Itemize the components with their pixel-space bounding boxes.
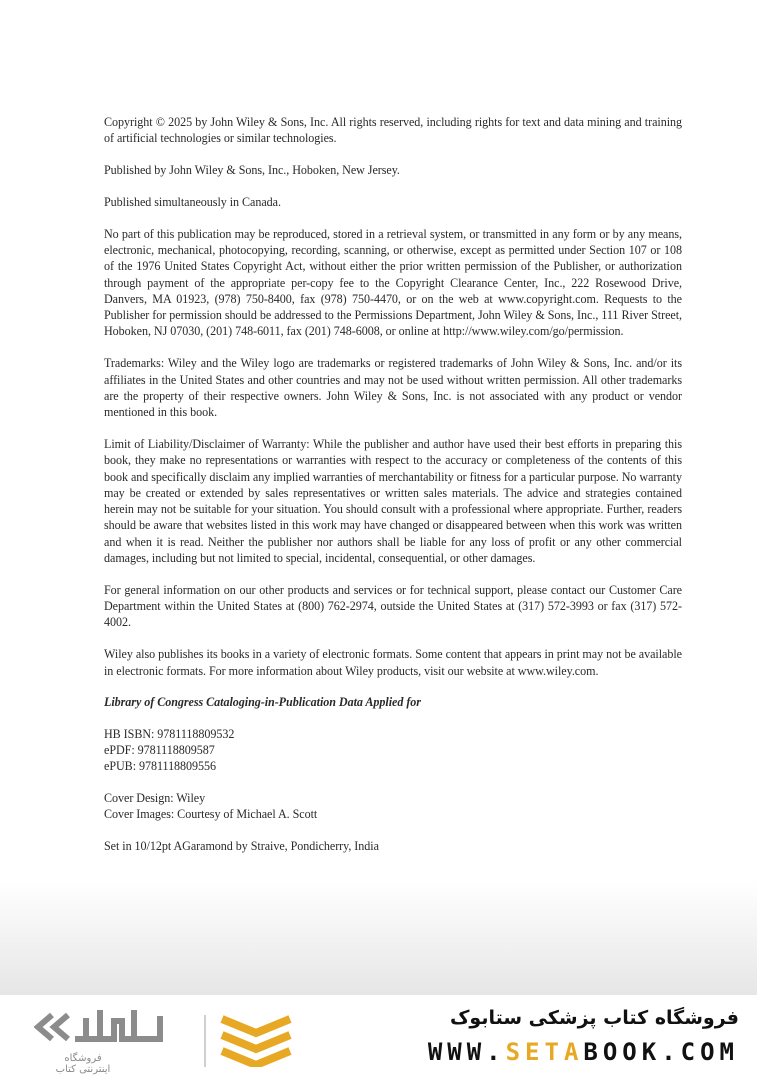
electronic-formats: Wiley also publishes its books in a variety of electronic formats. Some content that appears in print may not be available in electronic formats. For more information about Wiley products, visit our website at www.wiley.com.	[104, 647, 682, 678]
store-logo	[34, 1009, 299, 1075]
isbn-hb: HB ISBN: 9781118809532	[104, 726, 235, 741]
publisher-line: Published by John Wiley & Sons, Inc., Hoboken, New Jersey.	[104, 163, 400, 178]
reproduction-notice: No part of this publication may be reproduced, stored in a retrieval system, or transmitted in any form or by any means, electronic, mechanical, photocopying, recording, scanning, or otherwise, except as permitted under Section 107 or 108 of the 1976 United States Copyright Act, without either the prior written permission of the Publisher, or authorization through payment of the appropriate per-copy fee to the Copyright Clearance Center, Inc., 222 Rosewood Drive, Danvers, MA 01923, (978) 750-8400, fax (978) 750-4470, or on the web at www.copyright.com. Requests to the Publisher for permission should be addressed to the Permissions Department, John Wiley & Sons, Inc., 111 River Street, Hoboken, NJ 07030, (201) 748-6011, fax (201) 748-6008, or online at http://www.wiley.com/go/permission.	[104, 226, 682, 339]
seta-logo-icon	[34, 1009, 214, 1055]
isbn-epdf: ePDF: 9781118809587	[104, 742, 215, 757]
typeset-text: Set in 10/12pt AGaramond by Straive, Pondicherry, India	[104, 839, 379, 854]
cip-heading: Library of Congress Cataloging-in-Publication Data Applied for	[104, 695, 421, 710]
store-title: فروشگاه کتاب پزشکی ستابوک	[449, 1007, 739, 1029]
url-prefix: WWW.	[427, 1038, 506, 1066]
general-info: For general information on our other products and services or for technical support, please contact our Customer Care Department within the United States at (800) 762-2974, outside the United States at (317) 572-3993 or fax (317) 572-4002.	[104, 582, 682, 630]
cover-design: Cover Design: Wiley	[104, 791, 206, 805]
canada-line: Published simultaneously in Canada.	[104, 194, 281, 209]
book-chevron-icon	[216, 1011, 296, 1067]
trademarks-notice: Trademarks: Wiley and the Wiley logo are trademarks or registered trademarks of John Wiley & Sons, Inc. and/or its affiliates in the United States and other countries and may not be used without written permission. All other trademarks are the property of their respective owners. John Wiley & Sons, Inc. is not associated with any product or vendor mentioned in this book.	[104, 356, 682, 420]
copyright-text-block	[104, 114, 682, 870]
copyright-notice: Copyright © 2025 by John Wiley & Sons, Inc. All rights reserved, including rights for text and data mining and training of artificial technologies or similar technologies.	[104, 115, 682, 146]
isbn-list	[104, 726, 682, 775]
logo-divider	[204, 1015, 206, 1067]
store-branding	[428, 1005, 739, 1067]
typeset-line	[104, 838, 682, 854]
cover-credits	[104, 790, 682, 823]
isbn-epub: ePUB: 9781118809556	[104, 759, 217, 774]
url-suffix: BOOK.COM	[583, 1038, 739, 1066]
store-footer	[0, 995, 757, 1080]
cover-images: Cover Images: Courtesy of Michael A. Scott	[104, 807, 318, 822]
url-highlight: SETA	[505, 1038, 584, 1066]
logo-subtitle: فروشگاه اینترنتی کتاب	[55, 1053, 111, 1075]
store-url[interactable]	[428, 1037, 739, 1067]
liability-disclaimer: Limit of Liability/Disclaimer of Warranty: While the publisher and author have used their best efforts in preparing this book, they make no representations or warranties with respect to the accuracy or completeness of the contents of this book and specifically disclaim any implied warranties of merchantability or fitness for a particular purpose. No warranty may be created or extended by sales representatives or written sales materials. The advice and strategies contained herein may not be suitable for your situation. You should consult with a professional where appropriate. Further, readers should be aware that websites listed in this work may have changed or disappeared between when this work was written and when it is read. Neither the publisher nor authors shall be liable for any loss of profit or any other commercial damages, including but not limited to special, incidental, consequential, or other damages.	[104, 436, 682, 566]
